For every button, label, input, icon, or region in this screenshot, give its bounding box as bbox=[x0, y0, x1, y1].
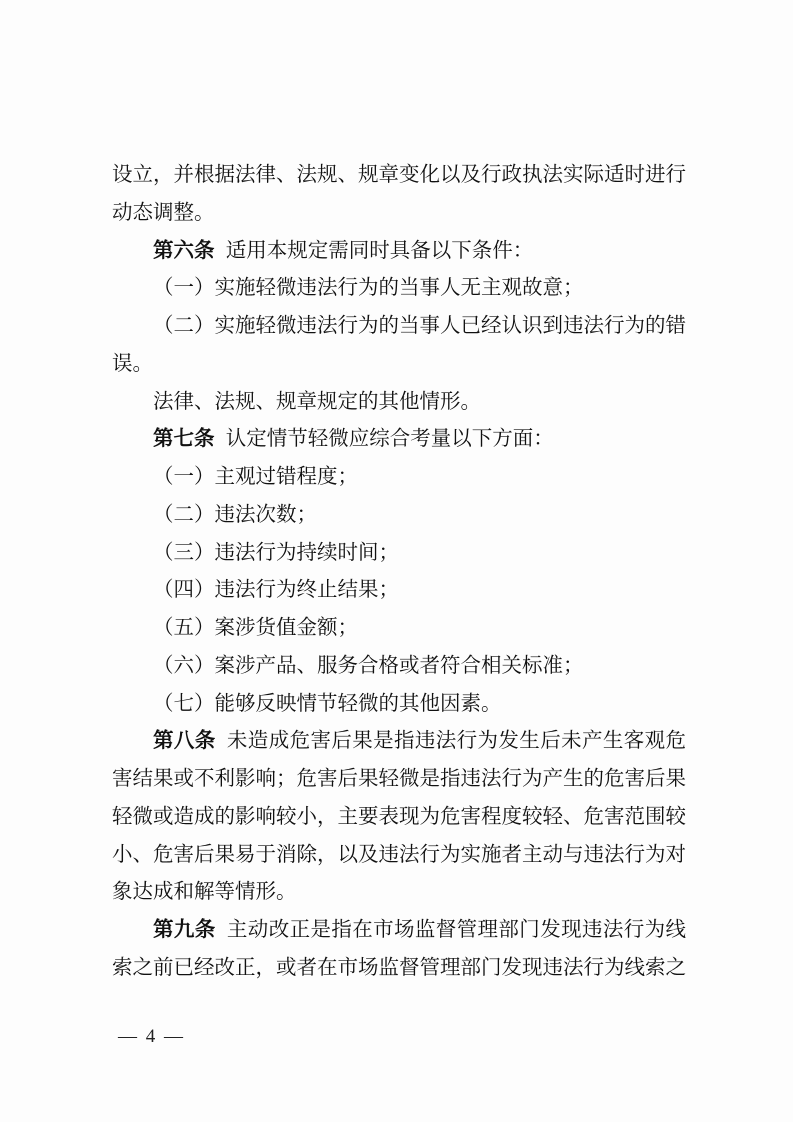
paragraph-text: 适用本规定需同时具备以下条件： bbox=[225, 239, 534, 262]
article-number: 第七条 bbox=[153, 428, 215, 451]
paragraph-item bbox=[112, 535, 686, 573]
paragraph-item bbox=[112, 610, 686, 648]
document-body bbox=[112, 157, 686, 988]
paragraph-text: 法律、法规、规章规定的其他情形。 bbox=[153, 390, 481, 413]
paragraph-article-7 bbox=[112, 421, 686, 459]
paragraph-text: （二）违法次数； bbox=[153, 503, 317, 526]
paragraph-item bbox=[112, 270, 686, 308]
paragraph-text: （四）违法行为终止结果； bbox=[153, 579, 399, 602]
article-number: 第九条 bbox=[153, 919, 216, 941]
article-number: 第八条 bbox=[153, 730, 216, 753]
paragraph-item bbox=[112, 686, 686, 724]
paragraph-item bbox=[112, 572, 686, 610]
paragraph-text: 未造成危害后果是指违法行为发生后未产生客观危害结果或不利影响；危害后果轻微是指违法行为产生的危害后果轻微或造成的影响较小，主要表现为危害程度较轻、危害范围较小、危害后果易于消除，以及违法行为实施者主动与违法行为对象达成和解等情形。 bbox=[112, 730, 687, 904]
paragraph-item bbox=[112, 497, 686, 535]
paragraph-item bbox=[112, 459, 686, 497]
paragraph bbox=[112, 384, 686, 422]
article-number: 第六条 bbox=[153, 239, 215, 262]
paragraph-item bbox=[112, 308, 686, 384]
paragraph-text: 设立，并根据法律、法规、规章变化以及行政执法实际适时进行动态调整。 bbox=[112, 164, 686, 224]
paragraph-article-6 bbox=[112, 233, 686, 271]
paragraph-text: 主动改正是指在市场监督管理部门发现违法行为线索之前已经改正，或者在市场监督管理部门发现违法行为线索之 bbox=[112, 919, 687, 979]
paragraph-article-8 bbox=[112, 723, 686, 912]
paragraph-text: （二）实施轻微违法行为的当事人已经认识到违法行为的错误。 bbox=[112, 315, 686, 375]
paragraph-text: 认定情节轻微应综合考量以下方面： bbox=[225, 428, 554, 451]
paragraph-article-9 bbox=[112, 912, 686, 988]
paragraph-text: （七）能够反映情节轻微的其他因素。 bbox=[153, 692, 502, 715]
page-number: — 4 — bbox=[118, 1026, 185, 1047]
paragraph-text: （一）主观过错程度； bbox=[153, 466, 358, 488]
paragraph-text: （三）违法行为持续时间； bbox=[153, 541, 399, 564]
paragraph-text: （六）案涉产品、服务合格或者符合相关标准； bbox=[153, 654, 584, 677]
paragraph-text: （一）实施轻微违法行为的当事人无主观故意； bbox=[153, 277, 584, 300]
paragraph-item bbox=[112, 648, 686, 686]
paragraph bbox=[112, 157, 686, 233]
paragraph-text: （五）案涉货值金额； bbox=[153, 617, 358, 639]
